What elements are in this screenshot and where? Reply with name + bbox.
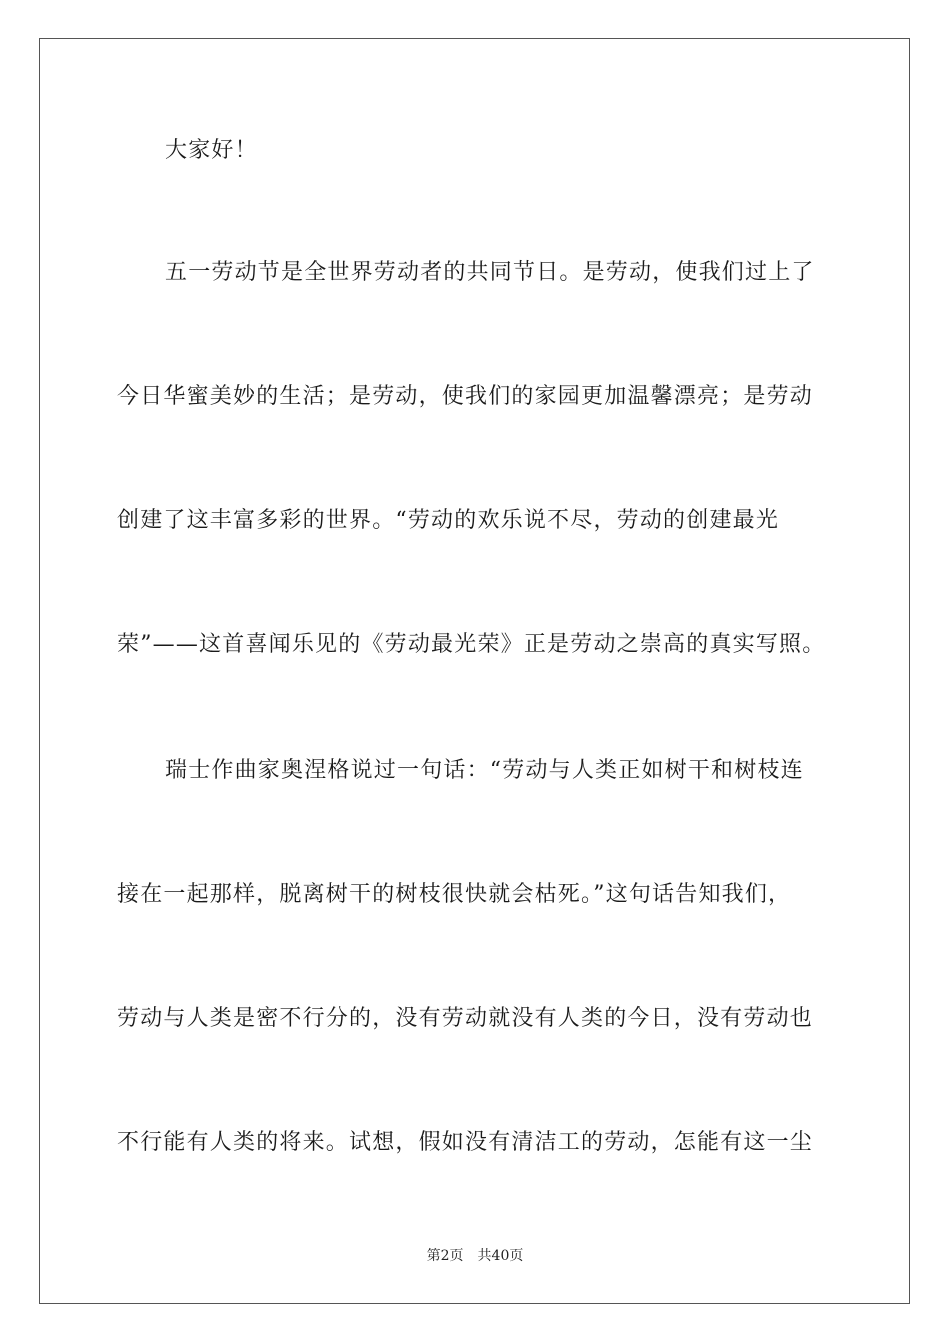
page-total: 共40页 [477, 1248, 524, 1264]
paragraph-line: 创建了这丰富多彩的世界。“劳动的欢乐说不尽，劳动的创建最光 [117, 508, 780, 533]
paragraph-line: 不行能有人类的将来。试想，假如没有清洁工的劳动，怎能有这一尘 [117, 1130, 814, 1155]
paragraph-line: 接在一起那样，脱离树干的树枝很快就会枯死。”这句话告知我们， [117, 882, 792, 907]
page-number: 第2页 [426, 1248, 464, 1264]
paragraph-line: 荣”——这首喜闻乐见的《劳动最光荣》正是劳动之崇高的真实写照。 [117, 632, 826, 657]
page-frame [39, 38, 910, 1304]
paragraph-line: 瑞士作曲家奥涅格说过一句话：“劳动与人类正如树干和树枝连 [165, 758, 804, 783]
page-footer [0, 1246, 950, 1266]
greeting-line: 大家好！ [165, 138, 258, 163]
paragraph-line: 今日华蜜美妙的生活；是劳动，使我们的家园更加温馨漂亮；是劳动 [117, 384, 814, 409]
paragraph-line: 五一劳动节是全世界劳动者的共同节日。是劳动，使我们过上了 [165, 260, 815, 285]
paragraph-line: 劳动与人类是密不行分的，没有劳动就没有人类的今日，没有劳动也 [117, 1006, 814, 1031]
